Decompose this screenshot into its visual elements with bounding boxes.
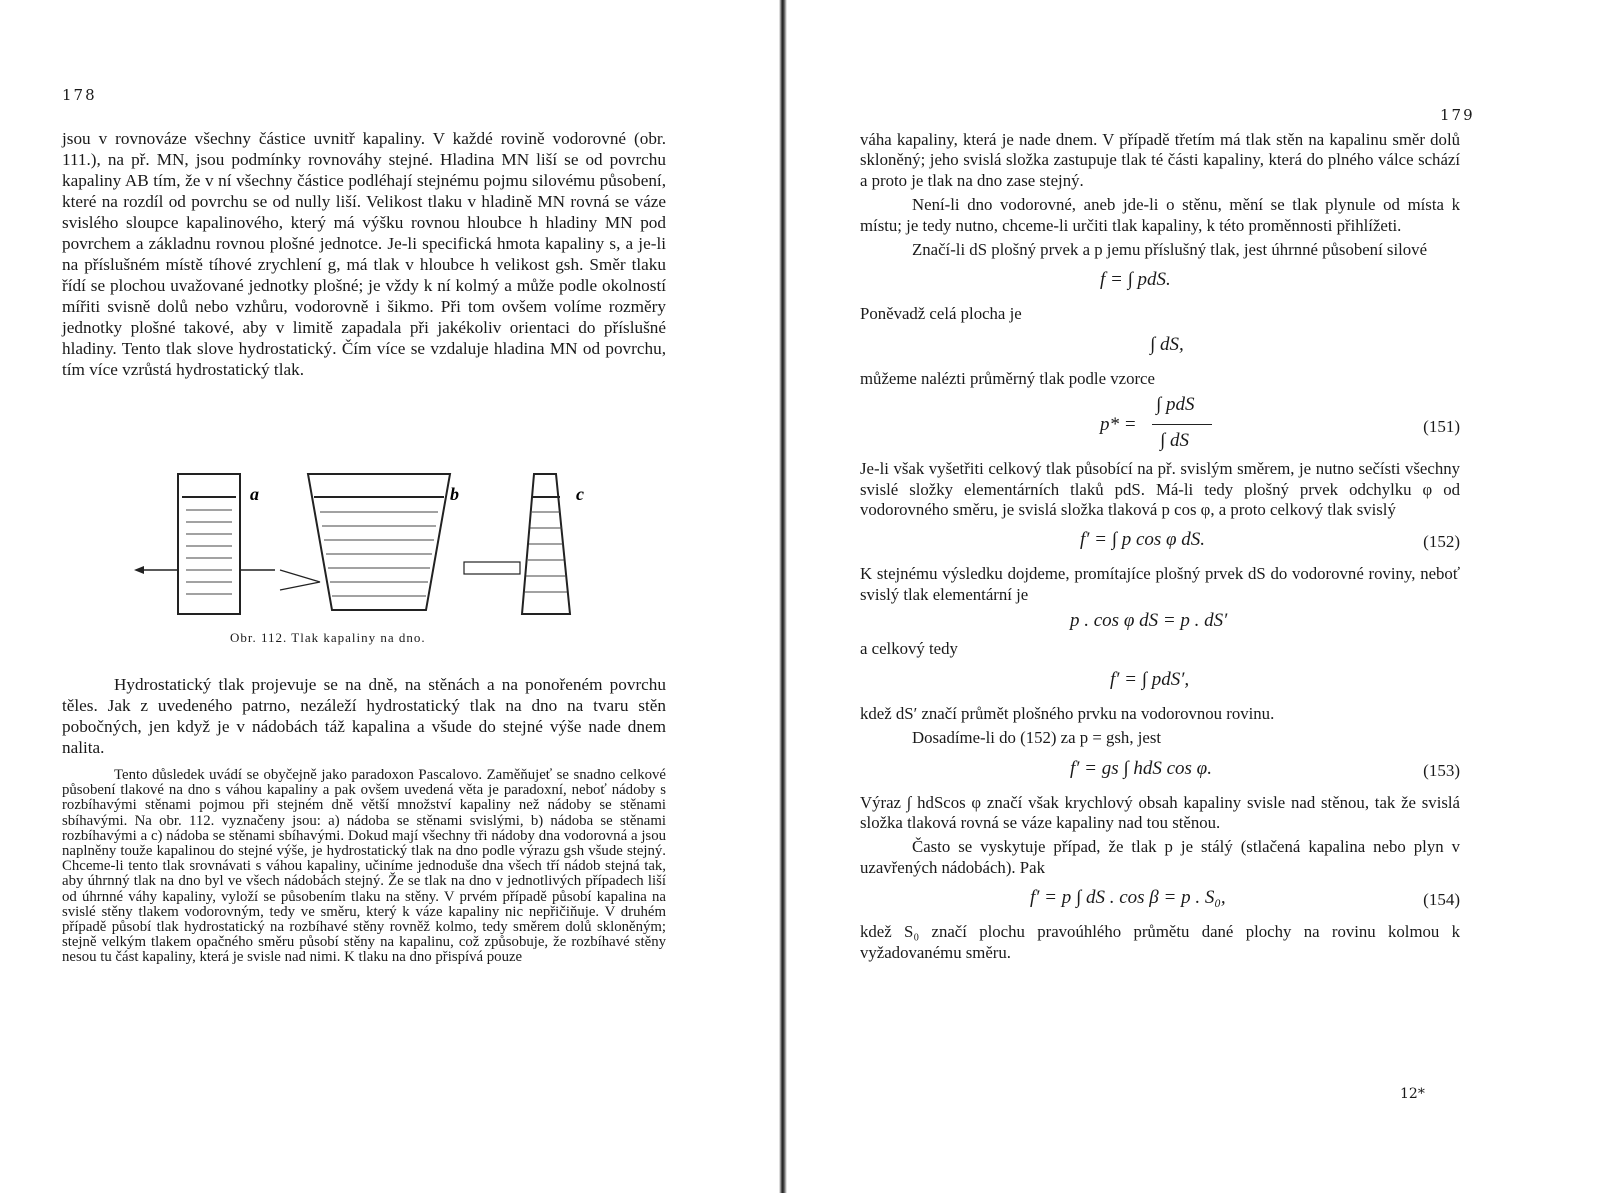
page-number-left: 178 <box>62 86 97 104</box>
figure-label-c: c <box>576 484 584 504</box>
left-body-mid <box>62 674 666 758</box>
book-gutter <box>779 0 787 1193</box>
paragraph: a celkový tedy <box>860 639 958 659</box>
equation-total: f′ = ∫ pdS′, <box>1110 668 1190 690</box>
left-page <box>0 0 780 1193</box>
paragraph: můžeme nalézti průměrný tlak podle vzorce <box>860 368 1155 388</box>
paragraph: kdež S₀ značí plochu pravoúhlého průmětu dané plochy na rovinu kolmou k vyžadovanému směru. <box>860 922 1460 962</box>
fraction-bar <box>1152 424 1212 425</box>
paragraph: Není-li dno vodorovné, aneb jde-li o stěnu, mění se tlak plynule od místa k místu; je tedy nutno, chceme-li určiti tlak kapaliny, k této proměnnosti přihlížeti. <box>860 195 1460 235</box>
paragraph: Hydrostatický tlak projevuje se na dně, na stěnách a na ponořeném povrchu těles. Jak z uvedeného patrno, nezáleží hydrostatický tlak na dno na tvaru stěn pobočných, jen když je v nádobách táž kapalina a všude do stejné výše nade dnem nalita. <box>62 675 666 757</box>
equation-153: f′ = gs ∫ hdS cos φ. (153) <box>1070 757 1460 780</box>
figure-label-b: b <box>450 484 459 504</box>
paragraph: kdež dS′ značí průmět plošného prvku na vodorovnou rovinu. <box>860 703 1275 723</box>
paragraph: K stejnému výsledku dojdeme, promítajíce plošný prvek dS do vodorovné roviny, neboť svislý tlak elementární je <box>860 564 1460 604</box>
equation-151: p* = ∫ pdS ∫ dS (151) <box>1100 394 1460 452</box>
left-body-top <box>62 128 666 380</box>
right-page <box>790 0 1612 1193</box>
equation-f: f = ∫ pdS. <box>1100 269 1171 291</box>
page-number-right: 179 <box>1440 106 1475 124</box>
left-body-small <box>62 768 666 966</box>
figure-caption: Obr. 112. Tlak kapaliny na dno. <box>230 630 426 645</box>
equation-152: f′ = ∫ p cos φ dS. (152) <box>1080 529 1460 552</box>
figure-vessels <box>120 462 640 642</box>
paragraph: Je-li však vyšetřiti celkový tlak působící na př. svislým směrem, je nutno sečísti všechny svislé složky elementárních tlaků pdS. Má-li tedy plošný prvek odchylku φ od vodorovného směru, je svislá složka tlaková p cos φ, a proto celkový tlak svislý <box>860 459 1460 520</box>
paragraph: jsou v rovnováze všechny částice uvnitř kapaliny. V každé rovině vodorovné (obr. 111.), na př. MN, jsou podmínky rovnováhy stejné. Hladina MN liší se od povrchu kapaliny AB tím, že v ní všechny částice podléhají stejnému pojmu silovému působení, které na rozdíl od povrchu se od nully liší. Velikost tlaku v hladině MN rovná se váze svislého sloupce kapalinového, který má výšku rovnou hloubce h hladiny MN pod povrchem a základnu rovnou plošné jednotce. Je-li specifická hmota kapaliny s, a je-li na příslušném místě tíhové zrychlení g, má tlak v hloubce h velikost gsh. Směr tlaku řídí se plochou uvažované jednotky plošné; je vždy k ní kolmý a může podle okolností mířiti svisně dolů nebo vzhůru, vodorovně i šikmo. Při tom ovšem volíme rozměry jednotky plošné takové, aby v limitě zapadala při jakékoliv orientaci do příslušné hladiny. Tento tlak slove hydrostatický. Čím více se vzdaluje hladina MN od povrchu, tím více vzrůstá hydrostatický tlak. <box>62 129 666 379</box>
paragraph: Poněvadž celá plocha je <box>860 304 1022 324</box>
signature-mark: 12* <box>1400 1086 1425 1102</box>
paragraph: váha kapaliny, která je nade dnem. V případě třetím má tlak stěn na kapalinu směr dolů skloněný; jeho svislá složka zastupuje tlak té části kapaliny, která do plného válce schází a proto je tlak na dno zase stejný. <box>860 130 1460 190</box>
paragraph: Často se vyskytuje případ, že tlak p je stálý (stlačená kapalina nebo plyn v uzavřených nádobách). Pak <box>860 837 1460 877</box>
paragraph: Značí-li dS plošný prvek a p jemu příslušný tlak, jest úhrnné působení silové <box>912 240 1428 260</box>
paragraph: Výraz ∫ hdScos φ značí však krychlový obsah kapaliny svisle nad stěnou, tak že svislá složka tlaková rovná se váze kapaliny nad tou stěnou. <box>860 792 1460 832</box>
equation-elementary: p . cos φ dS = p . dS′ <box>1070 610 1228 632</box>
equation-area: ∫ dS, <box>1150 333 1184 355</box>
equation-154: f′ = p ∫ dS . cos β = p . S₀, (154) <box>1030 887 1460 910</box>
paragraph: Dosadíme-li do (152) za p = gsh, jest <box>912 728 1162 748</box>
paragraph: Tento důsledek uvádí se obyčejně jako paradoxon Pascalovo. Zaměňujeť se snadno celkové působení tlakové na dno s váhou kapaliny a pak ovšem uvedená věta je paradoxní, neboť nádoby s rozbíhavými stěnami pojmou při stejném dně větší množství kapaliny než nádoby se stěnami sbíhavými. Na obr. 112. vyznačeny jsou: a) nádoba se stěnami svislými, b) nádoba se stěnami rozbíhavými a c) nádoba se stěnami sbíhavými. Dokud mají všechny tři nádoby dna vodorovná a jsou naplněny touže kapalinou do stejné výše, je hydrostatický tlak na dno podle výrazu gsh všude stejný. Chceme-li tento tlak srovnávati s váhou kapaliny, učiníme jednoduše dna všech tří nádob stejná tak, aby úhrnný tlak na dno byl ve všech nádobách stejný. Že se tlak na dno v jednotlivých případech liší od úhrnné váhy kapaliny, vyloží se působením tlaku na stěny. V prvém případě působí kapalina na svislé stěny tlakem vodorovným, tedy ve směru, který k váze kapaliny nic nepřičiňuje. V druhém případě působí tlak hydrostatický na rozbíhavé stěny rovněž kolmo, tedy směrem dolů skloněným; stejně velkým tlakem opačného směru působí stěny na kapalinu, což způsobuje, že rozbíhavé stěny nesou tu část kapaliny, která je svisle nad nimi. K tlaku na dno přispívá pouze <box>62 767 666 966</box>
right-body <box>860 130 1460 967</box>
figure-label-a: a <box>250 484 259 504</box>
